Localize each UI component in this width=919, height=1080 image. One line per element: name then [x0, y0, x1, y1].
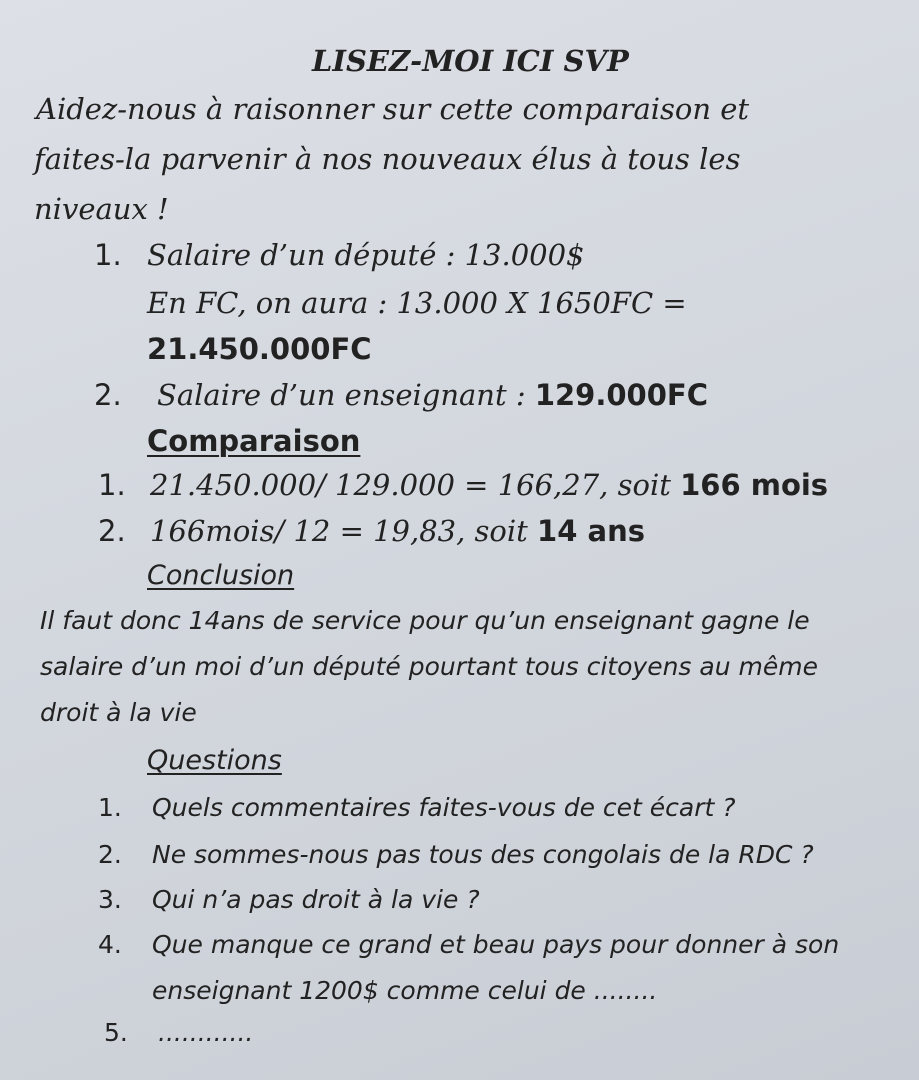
comparison-number: 1. [98, 468, 126, 502]
conclusion-line-3: droit à la vie [40, 698, 197, 727]
question-number: 1. [98, 793, 122, 822]
teacher-salary-line [157, 378, 708, 412]
comparison-row-months: 21.450.000/ 129.000 = 166,27, soit 166 mois [150, 468, 829, 502]
question-1: Quels commentaires faites-vous de cet écart ? [152, 793, 736, 822]
question-4-continued: enseignant 1200$ comme celui de ........ [152, 976, 658, 1005]
question-number: 3. [98, 885, 122, 914]
question-number: 2. [98, 840, 122, 869]
question-2: Ne sommes-nous pas tous des congolais de la RDC ? [152, 840, 814, 869]
item-number: 1. [94, 238, 122, 272]
question-4: Que manque ce grand et beau pays pour donner à son [152, 930, 840, 959]
intro-line-3: niveaux ! [34, 192, 169, 226]
questions-heading: Questions [147, 745, 282, 776]
intro-line-1: Aidez-nous à raisonner sur cette comparaison et [36, 92, 750, 126]
comparaison-heading: Comparaison [147, 424, 361, 458]
conclusion-line-1: Il faut donc 14ans de service pour qu’un enseignant gagne le [40, 606, 810, 635]
item-number: 2. [94, 378, 122, 412]
teacher-salary-label: Salaire d’un enseignant : [157, 378, 535, 412]
page-title: LISEZ-MOI ICI SVP [312, 44, 629, 78]
conversion-line: En FC, on aura : 13.000 X 1650FC = [147, 286, 687, 320]
deputy-salary-fc: 21.450.000FC [147, 332, 372, 366]
comparison-number: 2. [98, 514, 126, 548]
intro-line-2: faites-la parvenir à nos nouveaux élus à tous les [34, 142, 741, 176]
comparison-row-years: 166mois/ 12 = 19,83, soit 14 ans [150, 514, 645, 548]
conclusion-line-2: salaire d’un moi d’un député pourtant tous citoyens au même [40, 652, 818, 681]
teacher-salary-value: 129.000FC [534, 378, 709, 412]
deputy-salary-line: Salaire d’un député : 13.000$ [147, 238, 585, 272]
conclusion-heading: Conclusion [147, 560, 295, 591]
question-5-blank: ............ [158, 1018, 254, 1047]
question-number: 5. [104, 1018, 128, 1047]
question-3: Qui n’a pas droit à la vie ? [152, 885, 480, 914]
question-number: 4. [98, 930, 122, 959]
